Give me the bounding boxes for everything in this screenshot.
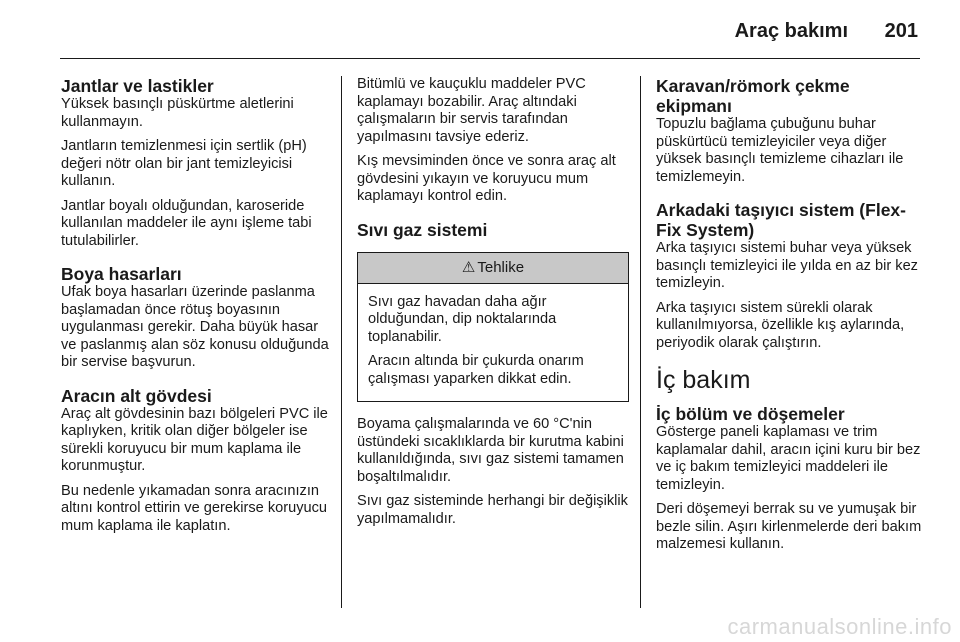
paragraph: Araç alt gövdesinin bazı bölgeleri PVC ile kaplıyken, kritik olan diğer bölgeler ise sürekli koruyucu bir mum kaplama ile korunmuştur.	[61, 405, 328, 474]
paragraph: Aracın altında bir çukurda onarım çalışması yaparken dikkat edin.	[368, 353, 584, 387]
paragraph: Jantlar boyalı olduğundan, karoseride kullanılan maddeler ile aynı işleme tabi tutulabilirler.	[61, 197, 312, 249]
column-divider	[640, 76, 641, 608]
danger-body	[358, 284, 628, 402]
watermark-logo: carmanualsonline.info	[727, 614, 952, 639]
column-middle	[357, 76, 629, 535]
paragraph: Sıvı gaz havadan daha ağır olduğundan, dip noktalarında toplanabilir.	[368, 293, 557, 345]
warning-icon: ⚠	[461, 258, 476, 276]
page-header	[0, 0, 960, 60]
paragraph: Arka taşıyıcı sistem sürekli olarak kullanılmıyorsa, özellikle kış aylarında, periyodik olarak çalıştırın.	[656, 299, 905, 351]
column-right	[656, 76, 926, 561]
danger-label: Tehlike	[477, 258, 525, 276]
danger-box	[357, 252, 629, 403]
section-towing-equipment	[656, 76, 926, 186]
section-heading: Aracın alt gövdesi	[61, 385, 212, 406]
paragraph: Yüksek basınçlı püskürtme aletlerini kullanmayın.	[61, 96, 294, 130]
paragraph: Bitümlü ve kauçuklu maddeler PVC kaplamayı bozabilir. Araç altındaki çalışmaların bir servis tarafından yapılmasını tavsiye ederiz.	[357, 76, 586, 145]
paragraph: Deri döşemeyi berrak su ve yumuşak bir bezle silin. Aşırı kirlenmelerde deri bakım malzemesi kullanın.	[656, 501, 922, 552]
section-heading: Sıvı gaz sistemi	[357, 219, 488, 240]
paragraph: Bu nedenle yıkamadan sonra aracınızın altını kontrol ettirin ve gerekirse koruyucu mum kaplama ile kaplatın.	[61, 482, 328, 534]
section-heading: İç bölüm ve döşemeler	[656, 404, 845, 424]
section-underbody	[61, 386, 331, 536]
header-rule	[60, 58, 920, 59]
section-rear-carrier	[656, 200, 926, 352]
column-divider	[341, 76, 342, 608]
page-number: 201	[884, 20, 918, 42]
paragraph: Boyama çalışmalarında ve 60 °C'nin üstündeki sıcaklıklarda bir kurutma kabini kullanıldığında, sıvı gaz sistemi tamamen boşaltılmalıdır.	[357, 416, 624, 485]
section-heading: Jantlar ve lastikler	[61, 76, 214, 96]
paragraph: Ufak boya hasarları üzerinde paslanma başlamadan önce rötuş boyasının uygulanması gerekir. Daha büyük hasar ve paslanmış alan söz konusu olduğunda bir servise başvurun.	[61, 284, 329, 370]
paragraph: Jantların temizlenmesi için sertlik (pH) değeri nötr olan bir jant temizleyicisi kullanın.	[61, 138, 307, 189]
column-left	[61, 76, 331, 542]
section-rims-tyres	[61, 76, 331, 250]
section-interior	[656, 404, 926, 554]
page-title: Araç bakımı	[734, 20, 848, 42]
paragraph: Sıvı gaz sisteminde herhangi bir değişiklik yapılmamalıdır.	[357, 493, 628, 527]
section-heading: Boya hasarları	[61, 264, 182, 284]
section-heading: Arkadaki taşıyıcı sistem (Flex-Fix System)	[656, 200, 906, 240]
paragraph: Gösterge paneli kaplaması ve trim kaplamalar dahil, aracın içini kuru bir bez ve iç bakım temizleyici maddeleri ile temizleyin.	[656, 424, 921, 493]
paragraph: Topuzlu bağlama çubuğunu buhar püskürtücü temizleyiciler veya diğer yüksek basınçlı temizleme cihazları ile temizlemeyin.	[656, 116, 904, 185]
paragraph: Arka taşıyıcı sistemi buhar veya yüksek basınçlı temizleyici ile yılda en az bir kez temizleyin.	[656, 240, 918, 291]
paragraph: Kış mevsiminden önce ve sonra araç alt gövdesini yıkayın ve koruyucu mum kaplamayı kontrol edin.	[357, 153, 616, 204]
section-lpg-system	[357, 220, 629, 529]
section-paint-damage	[61, 264, 331, 372]
chapter-heading: İç bakım	[656, 366, 751, 394]
danger-header	[358, 253, 628, 284]
section-heading: Karavan/römork çekme ekipmanı	[656, 76, 850, 116]
